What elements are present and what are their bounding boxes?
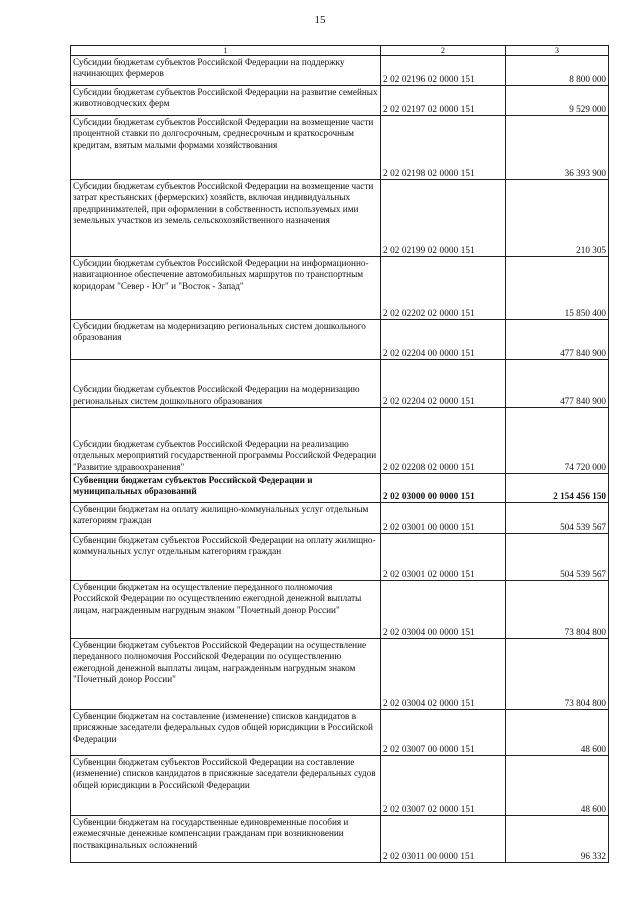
row-amount: 210 305 [506, 180, 609, 257]
row-amount: 2 154 456 150 [506, 474, 609, 503]
row-description: Субвенции бюджетам на составление (изменение) списков кандидатов в присяжные заседатели федеральных судов общей юрисдикции в Российской Федерации [71, 710, 381, 756]
row-amount: 477 840 900 [506, 320, 609, 360]
row-code: 2 02 02196 02 0000 151 [381, 56, 506, 86]
row-code: 2 02 02204 00 0000 151 [381, 320, 506, 360]
column-header-1: 1 [71, 46, 381, 56]
row-amount: 15 850 400 [506, 257, 609, 320]
row-description: Субвенции бюджетам субъектов Российской Федерации на составление (изменение) списков кандидатов в присяжные заседатели федеральных судов общей юрисдикции в Российской Федерации [71, 756, 381, 816]
table-row [71, 710, 609, 756]
row-description: Субсидии бюджетам субъектов Российской Федерации на возмещение части затрат крестьянских (фермерских) хозяйств, включая индивидуальных предпринимателей, при оформлении в собственность используемых ими земельных участков из земель сельскохозяйственного назначения [71, 180, 381, 257]
budget-table [70, 45, 609, 863]
row-description: Субвенции бюджетам субъектов Российской Федерации и муниципальных образований [71, 474, 381, 503]
row-code: 2 02 02202 02 0000 151 [381, 257, 506, 320]
row-code: 2 02 03001 00 0000 151 [381, 503, 506, 534]
table-row [71, 534, 609, 581]
row-description: Субсидии бюджетам субъектов Российской Федерации на развитие семейных животноводческих ферм [71, 86, 381, 116]
table-row [71, 503, 609, 534]
row-description: Субсидии бюджетам субъектов Российской Федерации на информационно-навигационное обеспечение автомобильных маршрутов по транспортным коридорам "Север - Юг" и "Восток - Запад" [71, 257, 381, 320]
row-code: 2 02 03004 00 0000 151 [381, 581, 506, 639]
table-row [71, 86, 609, 116]
table-row [71, 756, 609, 816]
row-code: 2 02 03007 00 0000 151 [381, 710, 506, 756]
row-amount: 48 600 [506, 756, 609, 816]
row-description: Субсидии бюджетам субъектов Российской Федерации на поддержку начинающих фермеров [71, 56, 381, 86]
table-row [71, 639, 609, 710]
column-header-row [71, 46, 609, 56]
row-code: 2 02 03000 00 0000 151 [381, 474, 506, 503]
row-description: Субвенции бюджетам субъектов Российской Федерации на оплату жилищно-коммунальных услуг отдельным категориям граждан [71, 534, 381, 581]
row-amount: 477 840 900 [506, 360, 609, 408]
row-code: 2 02 03004 02 0000 151 [381, 639, 506, 710]
row-description: Субсидии бюджетам субъектов Российской Федерации на модернизацию региональных систем дошкольного образования [71, 360, 381, 408]
row-amount: 9 529 000 [506, 86, 609, 116]
row-code: 2 02 02198 02 0000 151 [381, 116, 506, 180]
row-description: Субвенции бюджетам субъектов Российской Федерации на осуществление переданного полномочия Российской Федерации по осуществлению ежегодной денежной выплаты лицам, награжденным нагрудным знаком "Почетный донор России" [71, 639, 381, 710]
column-header-2: 2 [381, 46, 506, 56]
table-row [71, 56, 609, 86]
table-row [71, 816, 609, 863]
row-description: Субвенции бюджетам на государственные единовременные пособия и ежемесячные денежные компенсации гражданам при возникновении поствакцинальных осложнений [71, 816, 381, 863]
row-amount: 8 800 000 [506, 56, 609, 86]
table-row [71, 408, 609, 474]
row-amount: 504 539 567 [506, 534, 609, 581]
table-row [71, 116, 609, 180]
table-row [71, 360, 609, 408]
table-row [71, 257, 609, 320]
row-amount: 36 393 900 [506, 116, 609, 180]
row-code: 2 02 03007 02 0000 151 [381, 756, 506, 816]
row-description: Субвенции бюджетам на оплату жилищно-коммунальных услуг отдельным категориям граждан [71, 503, 381, 534]
table-row [71, 180, 609, 257]
row-code: 2 02 02208 02 0000 151 [381, 408, 506, 474]
column-header-3: 3 [506, 46, 609, 56]
table-row [71, 581, 609, 639]
row-description: Субвенции бюджетам на осуществление переданного полномочия Российской Федерации по осуществлению ежегодной денежной выплаты лицам, награжденным нагрудным знаком "Почетный донор России" [71, 581, 381, 639]
row-description: Субсидии бюджетам субъектов Российской Федерации на реализацию отдельных мероприятий государственной программы Российской Федерации "Развитие здравоохранения" [71, 408, 381, 474]
row-code: 2 02 02197 02 0000 151 [381, 86, 506, 116]
row-amount: 73 804 800 [506, 581, 609, 639]
table-row-total [71, 474, 609, 503]
table-row [71, 320, 609, 360]
row-amount: 48 600 [506, 710, 609, 756]
row-amount: 73 804 800 [506, 639, 609, 710]
row-amount: 504 539 567 [506, 503, 609, 534]
row-code: 2 02 03011 00 0000 151 [381, 816, 506, 863]
page-number: 15 [314, 14, 326, 26]
row-amount: 74 720 000 [506, 408, 609, 474]
row-code: 2 02 02204 02 0000 151 [381, 360, 506, 408]
row-code: 2 02 02199 02 0000 151 [381, 180, 506, 257]
row-description: Субсидии бюджетам на модернизацию региональных систем дошкольного образования [71, 320, 381, 360]
row-code: 2 02 03001 02 0000 151 [381, 534, 506, 581]
row-amount: 96 332 [506, 816, 609, 863]
row-description: Субсидии бюджетам субъектов Российской Федерации на возмещение части процентной ставки по долгосрочным, среднесрочным и краткосрочным кредитам, взятым малыми формами хозяйствования [71, 116, 381, 180]
